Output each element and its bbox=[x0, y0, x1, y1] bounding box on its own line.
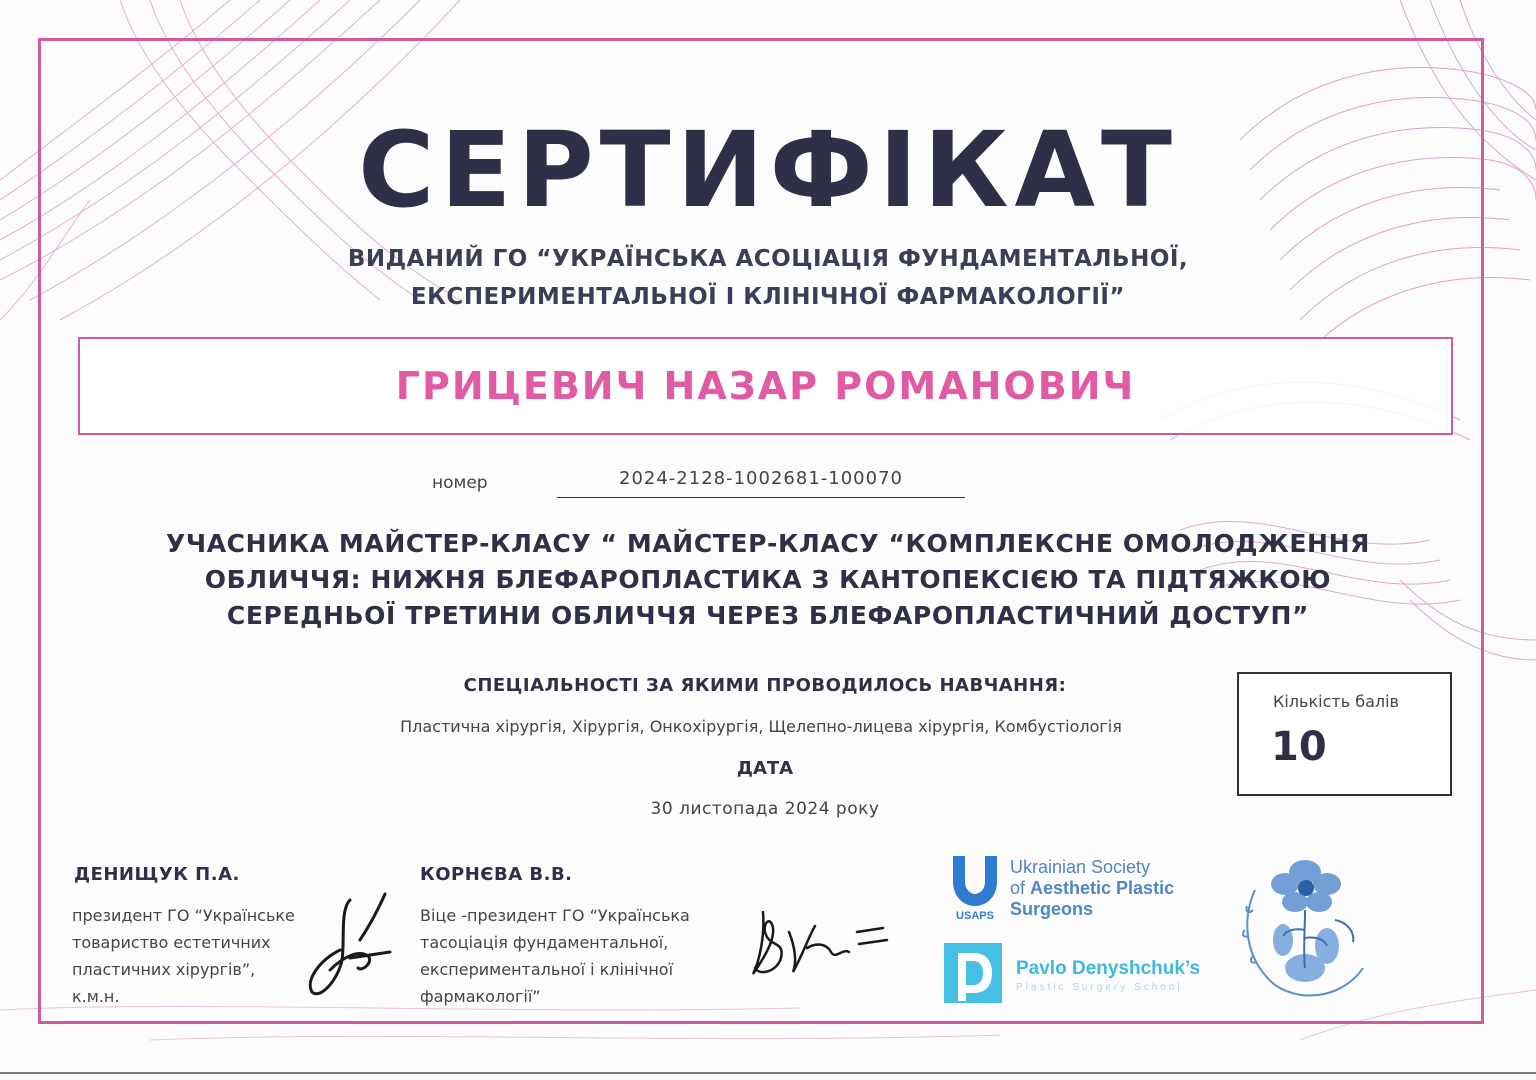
signatory-1-role bbox=[72, 902, 295, 1010]
date-value: 30 листопада 2024 року bbox=[650, 799, 880, 819]
signature-1 bbox=[300, 880, 400, 1000]
signatory-1-role-line: товариство естетичних bbox=[72, 933, 271, 952]
course-line-2: ОБЛИЧЧЯ: НИЖНЯ БЛЕФАРОПЛАСТИКА З КАНТОПЕКСІЄЮ ТА ПІДТЯЖКОЮ bbox=[204, 565, 1332, 594]
usaps-abbr: USAPS bbox=[956, 910, 994, 922]
usaps-line-3: Surgeons bbox=[1010, 899, 1094, 919]
pd-school-subtitle: Plastic Surgery School bbox=[1016, 982, 1183, 993]
signatory-1-name: ДЕНИЩУК П.А. bbox=[74, 864, 240, 885]
usaps-logo-icon bbox=[945, 852, 1005, 922]
pd-logo-icon bbox=[944, 943, 1002, 1003]
signatory-2-name: КОРНЄВА В.В. bbox=[420, 864, 573, 885]
signatory-2-role bbox=[420, 902, 690, 1010]
specialties-list: Пластична хірургія, Хірургія, Онкохірургія, Щелепно-лицева хірургія, Комбустіологія bbox=[400, 717, 1122, 736]
points-value: 10 bbox=[1271, 724, 1327, 770]
signatory-1-role-line: президент ГО “Українське bbox=[72, 906, 295, 925]
recipient-name: ГРИЦЕВИЧ НАЗАР РОМАНОВИЧ bbox=[395, 364, 1136, 408]
issuer-line-1: ВИДАНИЙ ГО “УКРАЇНСЬКА АСОЦІАЦІЯ ФУНДАМЕНТАЛЬНОЇ, bbox=[347, 246, 1189, 272]
course-line-1: УЧАСНИКА МАЙСТЕР-КЛАСУ “ МАЙСТЕР-КЛАСУ “КОМПЛЕКСНЕ ОМОЛОДЖЕННЯ bbox=[166, 529, 1370, 558]
points-box bbox=[1237, 672, 1452, 796]
issuer-text bbox=[0, 240, 1536, 316]
signatory-2-role-line: тасоціація фундаментальної, bbox=[420, 933, 669, 952]
date-heading: ДАТА bbox=[736, 758, 794, 779]
usaps-line-2-prefix: of bbox=[1010, 878, 1031, 898]
usaps-logo-text bbox=[1010, 857, 1174, 920]
usaps-line-2-bold: Aesthetic Plastic bbox=[1030, 878, 1175, 898]
points-label: Кількість балів bbox=[1273, 692, 1399, 711]
recipient-box bbox=[78, 337, 1453, 435]
signatory-2-role-line: фармакології” bbox=[420, 987, 541, 1006]
usaps-line-2 bbox=[1010, 878, 1174, 899]
usaps-line-1: Ukrainian Society bbox=[1010, 857, 1151, 877]
signature-2 bbox=[745, 892, 895, 982]
certificate-number: 2024-2128-1002681-100070 bbox=[557, 468, 965, 498]
signatory-1-role-line: к.м.н. bbox=[72, 987, 120, 1006]
course-title bbox=[150, 526, 1386, 634]
certificate-title: СЕРТИФІКАТ bbox=[358, 109, 1178, 231]
specialties-heading: СПЕЦІАЛЬНОСТІ ЗА ЯКИМИ ПРОВОДИЛОСЬ НАВЧАННЯ: bbox=[463, 675, 1067, 696]
scan-edge-line bbox=[0, 1072, 1536, 1074]
number-label: номер bbox=[432, 473, 488, 493]
issuer-line-2: ЕКСПЕРИМЕНТАЛЬНОЇ І КЛІНІЧНОЇ ФАРМАКОЛОГІЇ” bbox=[410, 284, 1126, 310]
floral-emblem-icon bbox=[1235, 850, 1375, 1000]
course-line-3: СЕРЕДНЬОЇ ТРЕТИНИ ОБЛИЧЧЯ ЧЕРЕЗ БЛЕФАРОПЛАСТИЧНИЙ ДОСТУП” bbox=[226, 601, 1310, 630]
pd-school-name: Pavlo Denyshchuk’s bbox=[1016, 958, 1201, 979]
signatory-2-role-line: Віце -президент ГО “Українська bbox=[420, 906, 690, 925]
signatory-2-role-line: експериментальної і клінічної bbox=[420, 960, 674, 979]
signatory-1-role-line: пластичних хірургів”, bbox=[72, 960, 256, 979]
